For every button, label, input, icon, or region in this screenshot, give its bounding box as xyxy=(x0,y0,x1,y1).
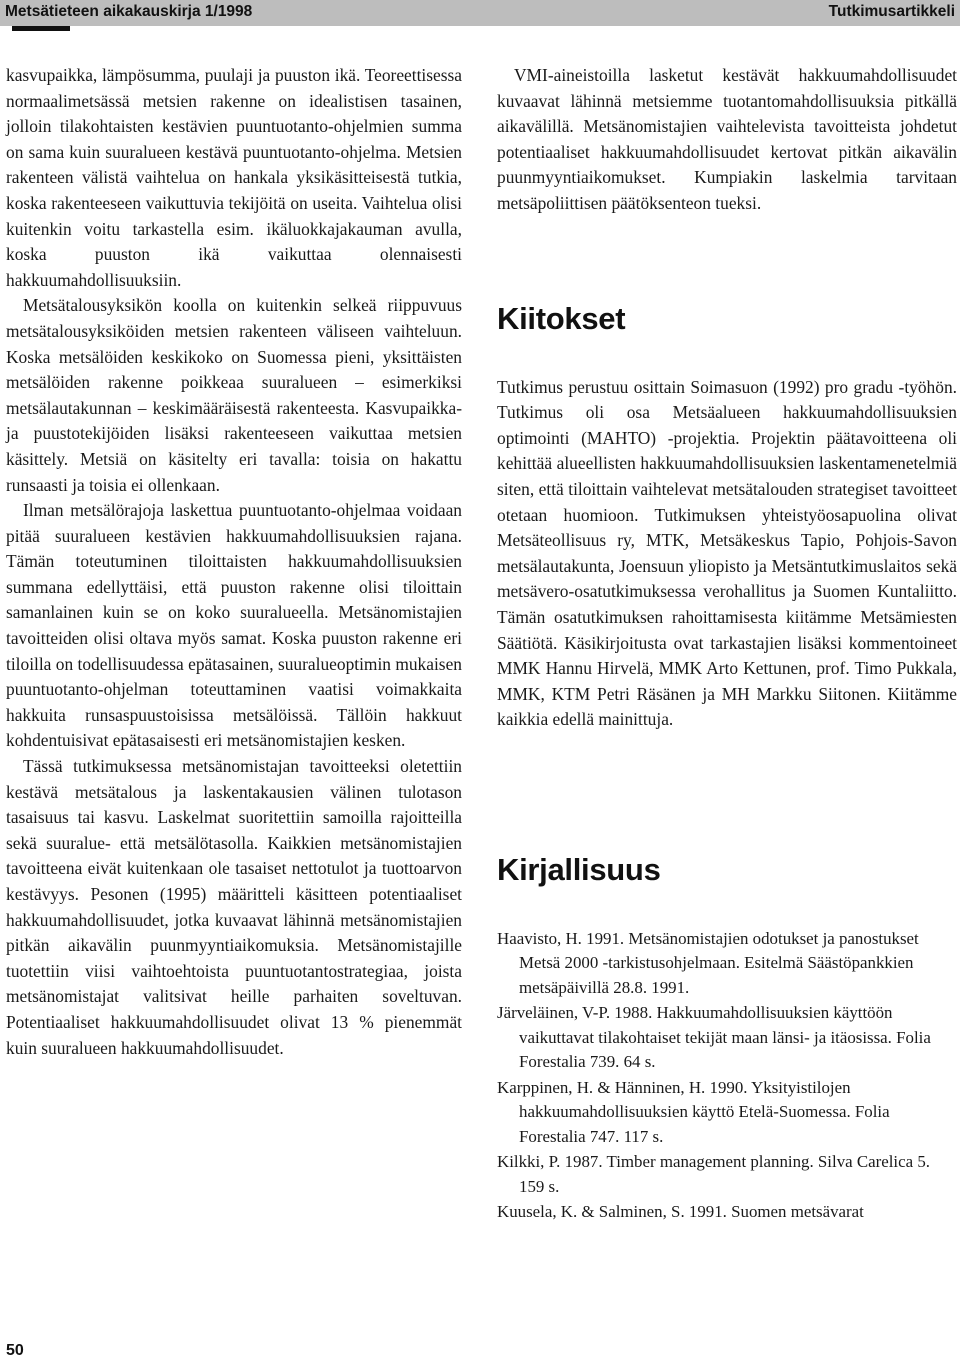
references-heading: Kirjallisuus xyxy=(497,851,661,887)
reference-item: Järveläinen, V-P. 1988. Hakkuumahdollisuuksien käyttöön vaikuttavat tilakohtaiset tekijät maan länsi- ja itäosissa. Folia Forestalia 739. 64 s. xyxy=(497,1003,931,1072)
page-number: 50 xyxy=(6,1342,24,1359)
article-type: Tutkimusartikkeli xyxy=(828,3,955,20)
body-paragraph: VMI-aineistoilla lasketut kestävät hakkuumahdollisuudet kuvaavat lähinnä metsiemme tuotantomahdollisuuksia pitkällä aikavälillä. Metsänomistajien vaihtelevista tavoitteista johdetut potentiaaliset hakkuumahdollisuudet kertovat pitkän aikavälin puunmyyntiaikomukset. Kumpiakin laskelmia tarvitaan metsäpoliittisen päätöksenteon tueksi. xyxy=(497,65,957,213)
body-paragraph: kasvupaikka, lämpösumma, puulaji ja puuston ikä. Teoreettisessa normaalimetsässä metsien rakenne on idealistisen tasainen, jolloin tilakohtaisten kestävien puuntuotanto-ohjelmien summa on sama kuin suuralueen kestävä puuntuotanto-ohjelma. Metsien rakenteen välistä vaihtelua on hankala yksikäsitteisestä tutkia, koska rakenteeseen vaikuttuvia tekijöitä on useita. Vaihtelua olisi kuitenkin voitu tarkastella esim. ikäluokkajakauman avulla, koska puuston ikä vaikuttaa olennaisesti hakkuumahdollisuuksiin. xyxy=(6,65,462,290)
running-header xyxy=(0,0,960,26)
left-column xyxy=(6,63,462,1061)
acknowledgements-heading: Kiitokset xyxy=(497,300,626,336)
reference-item: Karppinen, H. & Hänninen, H. 1990. Yksityistilojen hakkuumahdollisuuksien käyttö Etelä-Suomessa. Folia Forestalia 747. 117 s. xyxy=(497,1077,890,1146)
body-paragraph: Metsätalousyksikön koolla on kuitenkin selkeä riippuvuus metsätalousyksiköiden metsien rakenteen väliseen vaihteluun. Koska metsälöiden keskikoko on Suomessa pieni, yksittäisten metsälöiden rakenne poikkeaa suuralueen – esimerkiksi metsälautakunnan – keskimääräisestä rakenteesta. Kasvupaikka- ja puustotekijöiden lisäksi rakenteeseen vaikuttaa metsien käsittely. Metsiä on käsitelty eri tavalla: toisia on hakattu runsaasti ja toisia ei ollenkaan. xyxy=(6,295,462,495)
right-column xyxy=(497,63,957,1225)
reference-item: Kilkki, P. 1987. Timber management planning. Silva Carelica 5. 159 s. xyxy=(497,1152,931,1196)
reference-item: Kuusela, K. & Salminen, S. 1991. Suomen metsävarat xyxy=(497,1202,864,1222)
body-paragraph: Tässä tutkimuksessa metsänomistajan tavoitteeksi oletettiin kestävä metsätalous ja laskentakausien välinen tulotason tasaisuus tai kasvu. Laskelmat suoritettiin samoilla rajoitteilla sekä suuralue- että metsälötasolla. Kaikkien metsänomistajien tavoitteena eivät kuitenkaan ole tasaiset nettotulot ja tuottoarvon kestävyys. Pesonen (1995) määritteli käsitteen potentiaaliset hakkuumahdollisuudet, jotka kuvaavat lähinnä metsänomistajien pitkän aikavälin puunmyyntiaikomuksia. Metsänomistajille tuotettiin viisi vaihtoehtoista puuntuotantostrategiaa, joista metsänomistajat valitsivat heille parhaiten soveltuvan. Potentiaaliset hakkuumahdollisuudet olivat 13 % pienemmät kuin suuralueen hakkuumahdollisuudet. xyxy=(6,756,462,1058)
acknowledgements-text: Tutkimus perustuu osittain Soimasuon (1992) pro gradu -työhön. Tutkimus oli osa Metsäalueen hakkuumahdollisuuksien optimointi (MAHTO) -projektia. Projektin päätavoitteena oli kehittää alueellisten hakkuumahdollisuuksien laskentamenetelmiä siten, että tiloittain vaihtelevat metsätalouden strategiset tavoitteet otetaan huomioon. Tutkimuksen yhteistyöosapuolina olivat Metsäteollisuus ry, MTK, Metsäkeskus Tapio, Pohjois-Savon metsälautakunta, Joensuun yliopisto ja Metsäntutkimuslaitos sekä metsävero-osatutkimuksessa verohallitus ja Suomen Kuntaliitto. Tämän osatutkimuksen rahoittamisesta kiitämme Metsämiesten Säätiötä. Käsikirjoitusta ovat tarkastajien lisäksi kommentoineet MMK Hannu Hirvelä, MMK Arto Kettunen, prof. Timo Pukkala, MMK, KTM Petri Räsänen ja MH Markku Siitonen. Kiitämme kaikkia edellä mainittuja. xyxy=(497,376,957,730)
journal-title: Metsätieteen aikakauskirja 1/1998 xyxy=(5,3,253,20)
reference-list xyxy=(497,927,957,1225)
body-paragraph: Ilman metsälörajoja laskettua puuntuotanto-ohjelmaa voidaan pitää suuralueen kestävien hakkuumahdollisuuksien rajana. Tämän toteutuminen tiloittaisten hakkuumahdollisuuksien summana edellyttäisi, että puuston rakenne olisi tiloittain samanlainen kuin se on koko suuralueella. Metsänomistajien tavoitteiden olisi oltava myös samat. Koska puuston rakenne eri tiloilla on todellisuudessa epätasainen, suuralueoptimin mukaisen puuntuotanto-ohjelman toteuttaminen vaatisi voimakkaita hakkuita runsaspuustoisissa metsälöissä. Tällöin hakkuut kohdentuisivat epätasaisesti eri metsänomistajien kesken. xyxy=(6,500,462,751)
header-tab-marker xyxy=(12,26,70,31)
reference-item: Haavisto, H. 1991. Metsänomistajien odotukset ja panostukset Metsä 2000 -tarkistusohjelmaan. Esitelmä Säästöpankkien metsäpäivillä 28.8. 1991. xyxy=(497,928,919,997)
